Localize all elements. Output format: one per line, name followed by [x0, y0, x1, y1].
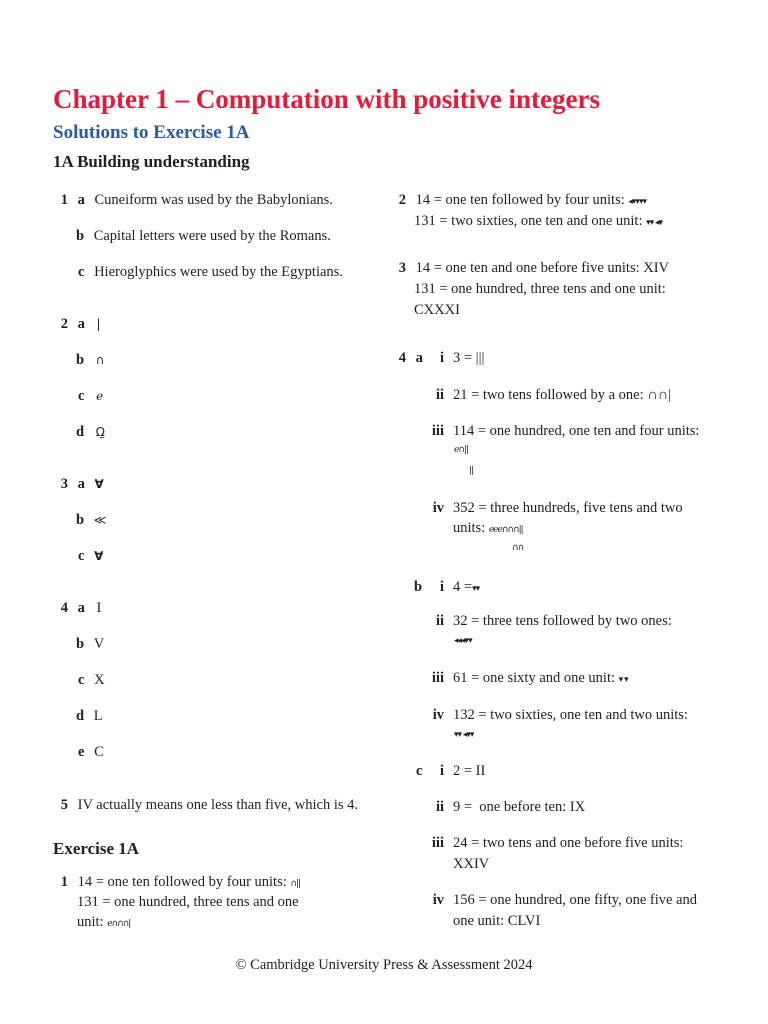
babylonian-numeral: ▾▾ ◂▾	[646, 218, 663, 228]
part-label: a	[77, 316, 85, 332]
babylonian-symbol: ∀	[94, 549, 104, 563]
answer-text-line2	[453, 518, 523, 540]
answer-text: V	[93, 636, 105, 652]
question-number: 4	[60, 600, 68, 616]
part-label: c	[416, 763, 423, 779]
answer-text: 4 =	[453, 579, 473, 595]
question-2c	[78, 386, 103, 406]
subpart-label: ii	[435, 613, 444, 629]
part-label: d	[76, 708, 85, 724]
part-label: b	[76, 636, 85, 652]
egyptian-numeral: ℯ∩∩∩|	[107, 919, 131, 929]
section-heading-exercise: Exercise 1A	[53, 839, 140, 858]
part-label: c	[78, 672, 85, 688]
question-number: 4	[398, 350, 406, 366]
question-3b	[76, 510, 106, 530]
question-number: 1	[60, 192, 68, 208]
subpart-label: i	[439, 579, 444, 595]
question-number: 3	[60, 476, 68, 492]
question-number: 3	[398, 260, 406, 276]
egyptian-symbol: Ω̱	[95, 425, 105, 439]
answer-text: units:	[453, 520, 489, 536]
answer-text: 131 = two sixties, one ten and one unit:	[414, 213, 647, 229]
right-question-3	[388, 258, 669, 278]
subpart-label: i	[439, 350, 444, 366]
right-question-2-line2	[414, 211, 662, 233]
question-1c	[78, 262, 343, 282]
question-2	[50, 314, 101, 334]
answer-text: 3 = |||	[453, 350, 485, 366]
answer-text: I	[96, 600, 102, 616]
part-label: b	[76, 228, 85, 244]
egyptian-symbol: |	[96, 317, 101, 331]
answer-text-line2: one unit: CLVI	[453, 913, 541, 929]
part-label: a	[77, 476, 85, 492]
question-5	[50, 795, 358, 815]
exercise-1-line2: 131 = one hundred, three tens and one	[77, 894, 299, 910]
subpart-label: ii	[435, 387, 444, 403]
babylonian-numeral: ◂▾▾▾▾	[628, 197, 646, 207]
exercise-1	[50, 872, 300, 894]
question-4c	[78, 670, 105, 690]
question-4d	[76, 706, 103, 726]
question-number: 2	[60, 316, 68, 332]
question-4e	[78, 742, 104, 762]
question-4	[50, 598, 101, 618]
question-2b	[76, 350, 105, 370]
babylonian-numeral: ▾▾ ◂▾▾	[454, 730, 474, 740]
question-number: 1	[60, 874, 68, 890]
answer-text: C	[94, 744, 104, 760]
answer-text: unit:	[77, 914, 108, 930]
answer-line	[453, 577, 479, 599]
subpart-label: i	[439, 763, 444, 779]
babylonian-numeral: ▾▾	[472, 584, 480, 594]
answer-text: 156 = one hundred, one fifty, one five and	[453, 892, 698, 908]
answer-text: 24 = two tens and one before five units:	[453, 835, 684, 851]
question-3	[50, 474, 104, 494]
egyptian-numeral: ℯ∩||	[454, 445, 468, 455]
subpart-label: iv	[432, 707, 444, 723]
part-label: a	[415, 350, 423, 366]
part-label: e	[78, 744, 85, 760]
subpart-label: iii	[431, 670, 444, 686]
answer-text: 132 = two sixties, one ten and two units:	[453, 707, 688, 723]
babylonian-symbol: ≪	[93, 513, 107, 527]
answer-text: 14 = one ten followed by four units:	[77, 874, 291, 890]
question-number: 2	[398, 192, 406, 208]
answer-text: Hieroglyphics were used by the Egyptians.	[94, 264, 343, 280]
answer-text: 32 = three tens followed by two ones:	[453, 613, 672, 629]
answer-text: 352 = three hundreds, five tens and two	[453, 500, 683, 516]
copyright-footer: © Cambridge University Press & Assessment 2024	[235, 957, 533, 973]
babylonian-numeral: ▾ ▾	[618, 675, 628, 685]
part-label: c	[78, 388, 85, 404]
egyptian-numeral: ℯℯℯ∩∩∩||	[488, 525, 523, 535]
solutions-title: Solutions to Exercise 1A	[53, 122, 250, 143]
part-label: d	[76, 424, 85, 440]
chapter-title: Chapter 1 – Computation with positive integers	[53, 84, 601, 114]
answer-text: 2 = II	[453, 763, 486, 779]
egyptian-numeral: ∩∩	[512, 543, 524, 553]
babylonian-numeral: ◂◂◂▾▾	[454, 636, 472, 646]
answer-text: IV actually means one less than five, which is 4.	[77, 797, 359, 813]
question-1	[50, 190, 333, 210]
question-4b	[76, 634, 104, 654]
subpart-label: iv	[432, 892, 444, 908]
egyptian-numeral: ∩||	[290, 879, 301, 889]
part-label: c	[78, 264, 85, 280]
part-label: b	[76, 512, 85, 528]
answer-text: Cuneiform was used by the Babylonians.	[94, 192, 333, 208]
right-question-4	[388, 348, 423, 368]
exercise-1-line3	[77, 912, 130, 934]
answer-text: 61 = one sixty and one unit:	[453, 670, 619, 686]
subpart-label: ii	[435, 799, 444, 815]
part-label: b	[414, 579, 423, 595]
right-question-3-line2: 131 = one hundred, three tens and one unit:	[414, 281, 666, 297]
section-heading-building: 1A Building understanding	[53, 152, 250, 171]
answer-text: 114 = one hundred, one ten and four units:	[453, 423, 700, 439]
answer-text: 14 = one ten followed by four units:	[415, 192, 629, 208]
egyptian-symbol: ∩	[95, 353, 105, 367]
answer-text-line2: XXIV	[453, 856, 490, 872]
answer-text: Capital letters were used by the Romans.	[93, 228, 331, 244]
egyptian-numeral: ||	[469, 466, 474, 476]
answer-text: X	[94, 672, 105, 688]
part-label: a	[77, 192, 85, 208]
right-question-2	[388, 190, 646, 212]
part-label: b	[76, 352, 85, 368]
answer-text: 21 = two tens followed by a one: ∩∩|	[453, 387, 672, 403]
babylonian-symbol: ∀	[94, 477, 104, 491]
subpart-label: iv	[432, 500, 444, 516]
subpart-label: iii	[431, 835, 444, 851]
part-label: a	[77, 600, 85, 616]
subpart-label: iii	[431, 423, 444, 439]
question-1b	[76, 226, 331, 246]
answer-line	[453, 668, 628, 690]
question-3c	[78, 546, 103, 566]
answer-text: 14 = one ten and one before five units: XIV	[415, 260, 670, 276]
part-label: c	[78, 548, 85, 564]
question-number: 5	[60, 797, 68, 813]
answer-text: 9 = one before ten: IX	[453, 799, 586, 815]
question-2d	[76, 422, 105, 442]
egyptian-symbol: ℯ	[96, 389, 104, 403]
right-question-3-line3: CXXXI	[414, 302, 460, 318]
answer-text: L	[93, 708, 103, 724]
